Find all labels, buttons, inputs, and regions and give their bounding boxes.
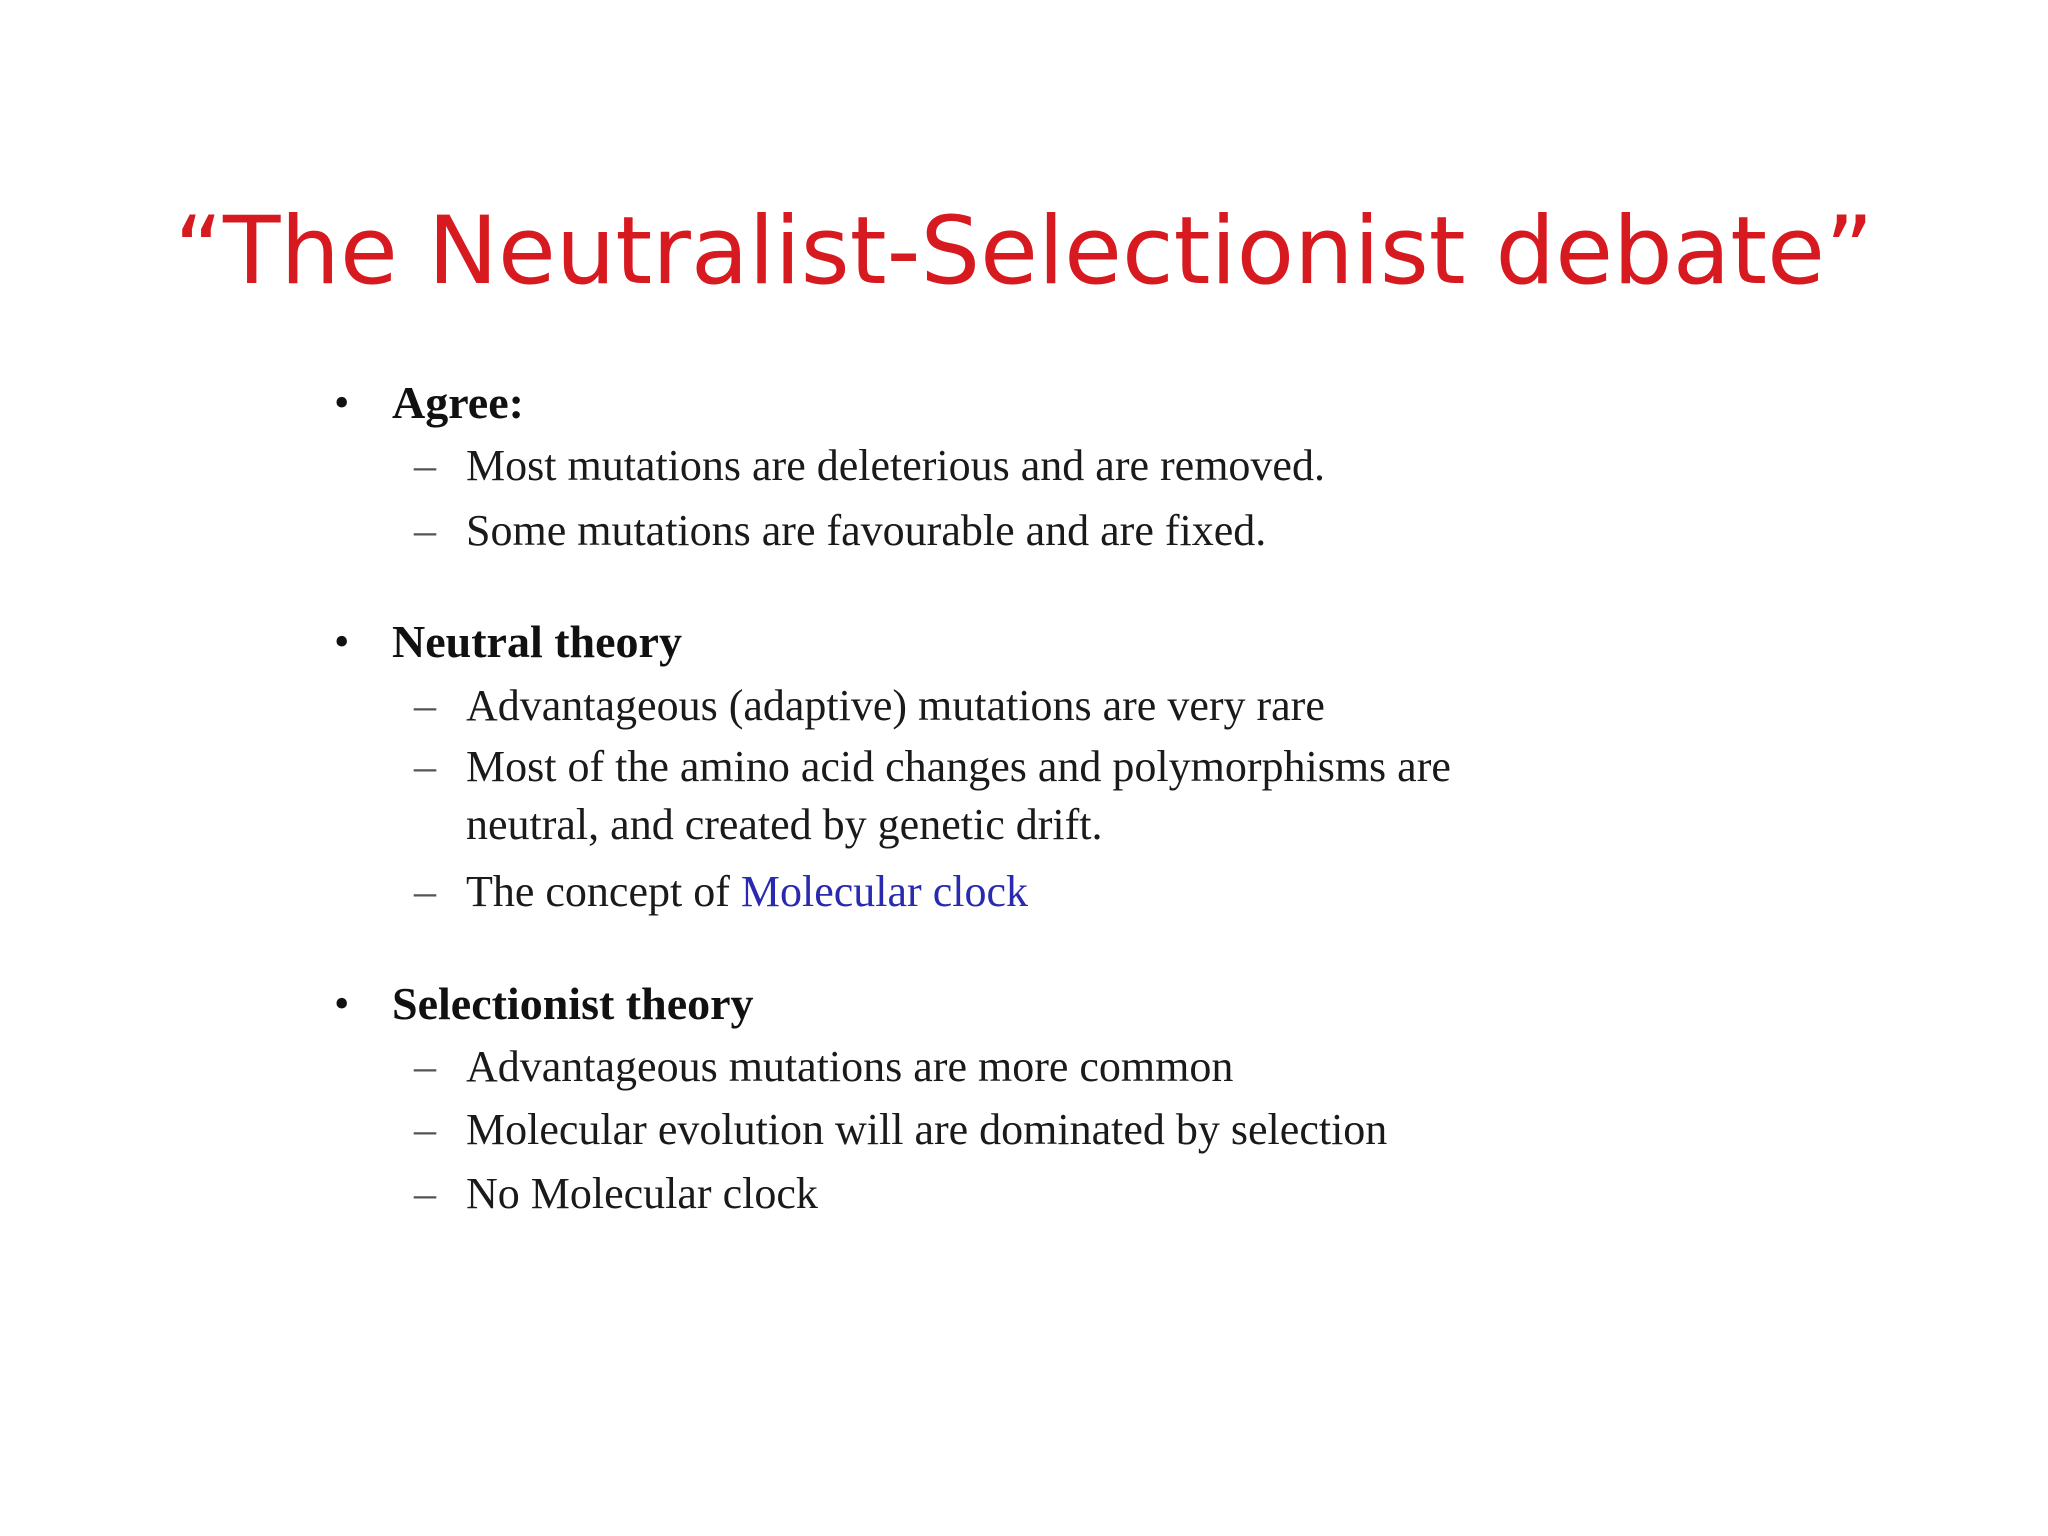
slide-title: “The Neutralist-Selectionist debate” [174, 197, 1874, 306]
neutral-item-2-continued: neutral, and created by genetic drift. [466, 800, 1103, 849]
selectionist-item-1: Advantageous mutations are more common [466, 1042, 1234, 1091]
molecular-clock-link[interactable]: Molecular clock [740, 867, 1028, 916]
bullet-selectionist: • [334, 979, 350, 1028]
dash: – [414, 681, 436, 730]
heading-agree: Agree: [392, 377, 524, 428]
neutral-item-3 [466, 863, 1028, 921]
dash: – [414, 867, 436, 916]
neutral-item-1: Advantageous (adaptive) mutations are very rare [466, 681, 1325, 730]
bullet-agree: • [334, 378, 350, 427]
selectionist-item-2: Molecular evolution will are dominated by selection [466, 1105, 1388, 1154]
agree-item-1: Most mutations are deleterious and are removed. [466, 441, 1325, 490]
molecular-clock-prefix: The concept of [466, 867, 741, 916]
agree-item-2: Some mutations are favourable and are fixed. [466, 506, 1267, 555]
heading-selectionist-theory: Selectionist theory [392, 978, 754, 1029]
bullet-neutral: • [334, 617, 350, 666]
selectionist-item-3: No Molecular clock [466, 1169, 818, 1218]
dash: – [414, 441, 436, 490]
neutral-item-2: Most of the amino acid changes and polymorphisms are [466, 742, 1451, 791]
dash: – [414, 742, 436, 791]
dash: – [414, 1042, 436, 1091]
dash: – [414, 1105, 436, 1154]
dash: – [414, 506, 436, 555]
heading-neutral-theory: Neutral theory [392, 616, 682, 667]
dash: – [414, 1169, 436, 1218]
